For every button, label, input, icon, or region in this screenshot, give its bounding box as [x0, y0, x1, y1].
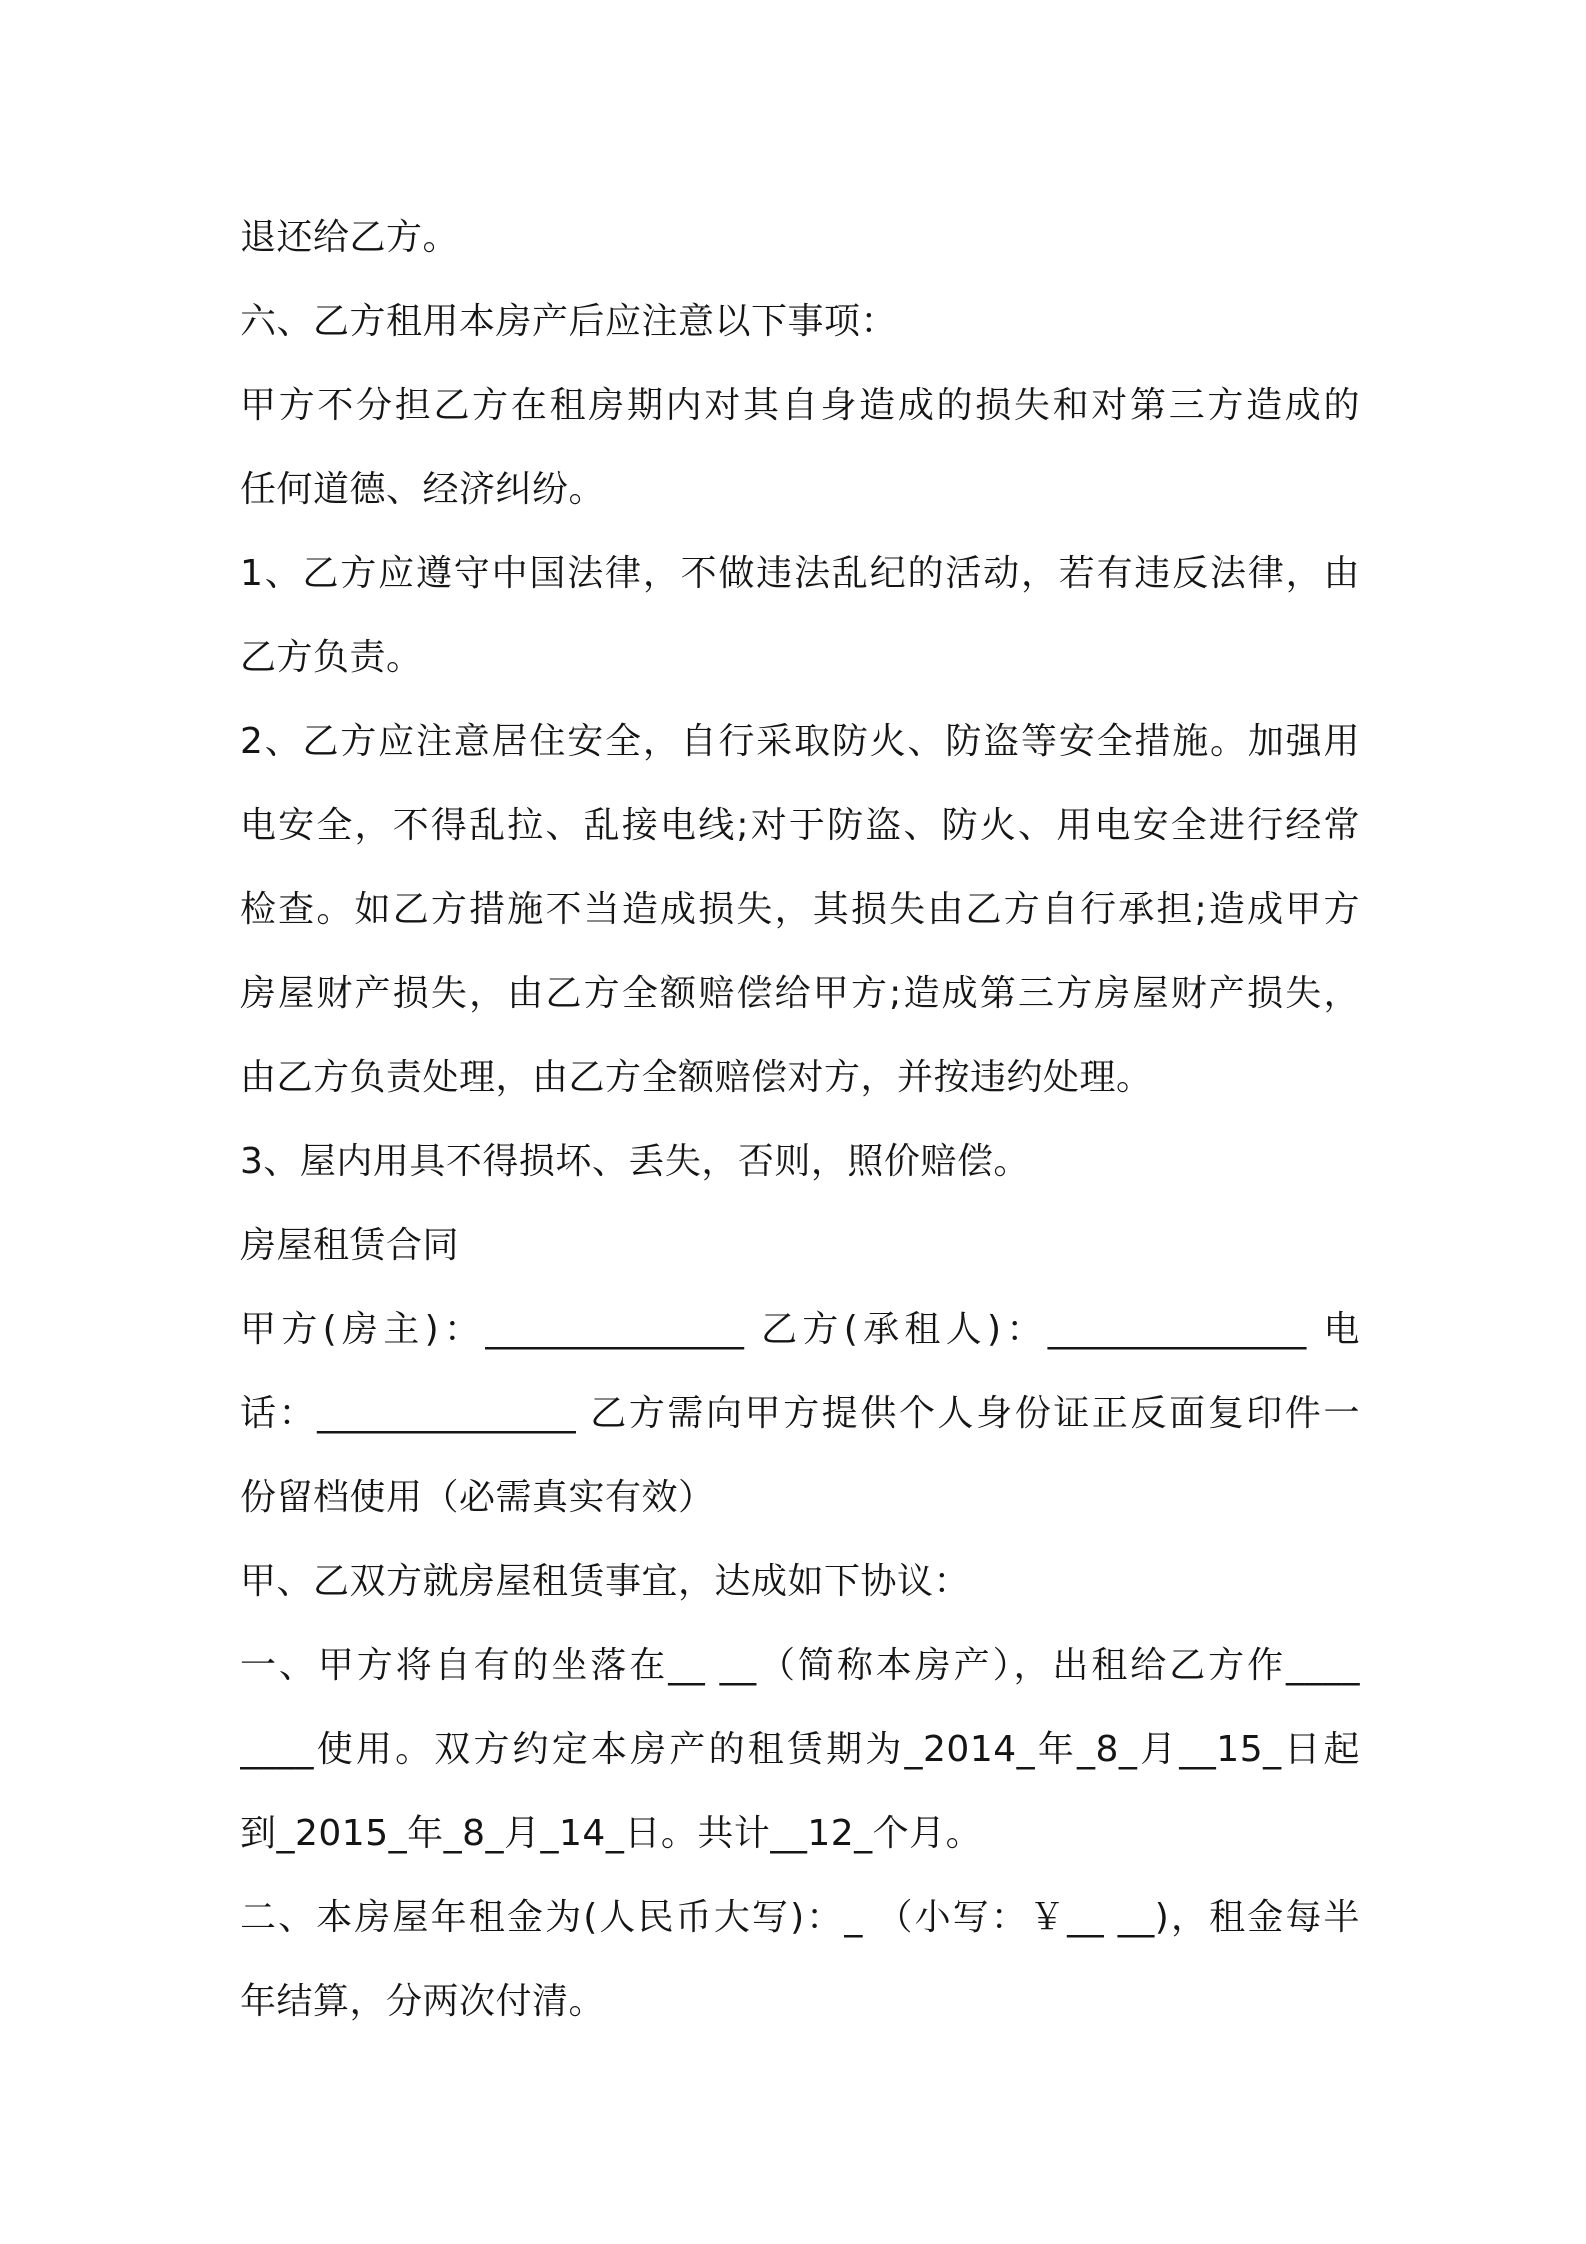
text-line: 乙方负责。	[240, 637, 423, 678]
text-line: 房屋财产损失，由乙方全额赔偿给甲方;造成第三方房屋财产损失，	[240, 973, 1360, 1014]
text-line: 一、甲方将自有的坐落在__ __（简称本房产），出租给乙方作____	[240, 1645, 1360, 1686]
text-line: 3、屋内用具不得损坏、丢失，否则，照价赔偿。	[240, 1141, 1030, 1182]
text-line: 电安全，不得乱拉、乱接电线;对于防盗、防火、用电安全进行经常	[240, 805, 1360, 846]
text-line: 1、乙方应遵守中国法律，不做违法乱纪的活动，若有违反法律，由	[240, 553, 1360, 594]
text-line: 份留档使用（必需真实有效）	[240, 1477, 715, 1518]
text-line: 甲、乙双方就房屋租赁事宜，达成如下协议：	[240, 1561, 971, 1602]
text-line: 任何道德、经济纠纷。	[240, 469, 606, 510]
party-fields-line: 甲方(房主)：______________ 乙方(承租人)：______________ 电	[240, 1309, 1360, 1350]
text-line: 由乙方负责处理，由乙方全额赔偿对方，并按违约处理。	[240, 1057, 1153, 1098]
text-line: 二、本房屋年租金为(人民币大写)：_ （小写：￥__ __)，租金每半	[240, 1897, 1360, 1938]
text-line: 年结算，分两次付清。	[240, 1981, 606, 2022]
text-line: 2、乙方应注意居住安全，自行采取防火、防盗等安全措施。加强用	[240, 721, 1360, 762]
text-line: 退还给乙方。	[240, 217, 460, 258]
text-line: 到_2015_年_8_月_14_日。共计__12_个月。	[240, 1813, 983, 1854]
text-line: 甲方不分担乙方在租房期内对其自身造成的损失和对第三方造成的	[240, 385, 1360, 426]
text-line: 检查。如乙方措施不当造成损失，其损失由乙方自行承担;造成甲方	[240, 889, 1360, 930]
text-line: 话：______________ 乙方需向甲方提供个人身份证正反面复印件一	[240, 1393, 1360, 1434]
text-line: ____使用。双方约定本房产的租赁期为_2014_年_8_月__15_日起	[240, 1729, 1360, 1770]
contract-text	[240, 196, 1360, 2044]
section-heading: 六、乙方租用本房产后应注意以下事项：	[240, 301, 898, 342]
contract-title: 房屋租赁合同	[240, 1225, 460, 1266]
